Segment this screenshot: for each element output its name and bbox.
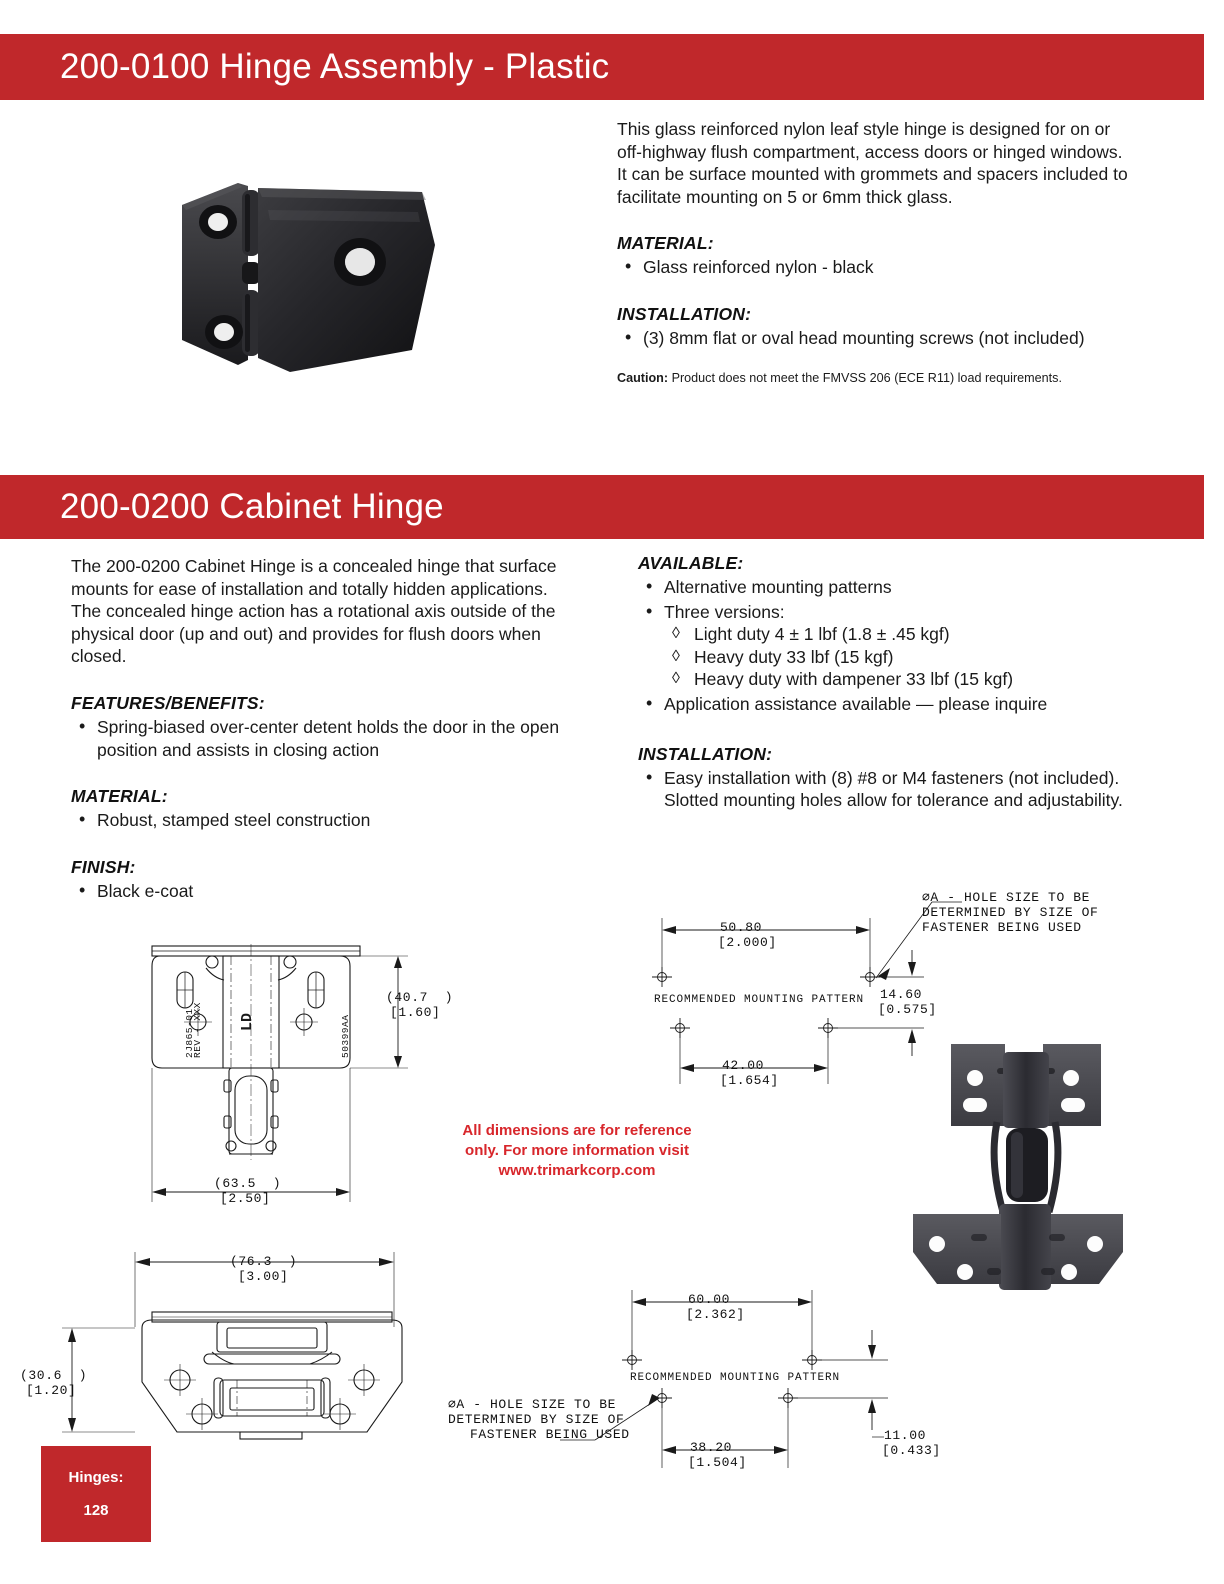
drawing-side-view bbox=[22, 1232, 442, 1452]
pattern-bottom-dim-a-mm: 60.00 bbox=[688, 1292, 731, 1307]
pattern-bottom-dim-c-mm: 11.00 bbox=[884, 1428, 927, 1443]
part-label-right: 50399AA bbox=[340, 1014, 351, 1058]
material-list bbox=[71, 809, 576, 832]
reference-note-line-2: only. For more information visit bbox=[465, 1142, 689, 1159]
list-item: • (3) 8mm flat or oval head mounting screws (not included) bbox=[617, 327, 1129, 350]
available-versions-list bbox=[638, 623, 1138, 691]
plastic-leaf-hinge-photo bbox=[150, 150, 460, 400]
drawing-mounting-pattern-bottom bbox=[440, 1272, 1020, 1472]
list-item: ◊ Light duty 4 ± 1 lbf (1.8 ± .45 kgf) bbox=[638, 623, 1138, 646]
reference-note bbox=[412, 1121, 742, 1181]
installation-heading: INSTALLATION: bbox=[617, 303, 752, 324]
drawing-front-view bbox=[140, 930, 454, 1220]
front-view-width-mm: (63.5 ) bbox=[214, 1176, 282, 1191]
features-list bbox=[71, 716, 576, 761]
section-header-200-0200 bbox=[0, 475, 1204, 539]
available-list bbox=[638, 576, 1138, 623]
pattern-top-dim-c-in: [0.575] bbox=[878, 1002, 937, 1017]
side-view-width-in: [3.00] bbox=[238, 1269, 289, 1284]
installation-heading: INSTALLATION: bbox=[638, 743, 773, 764]
pattern-top-caption: RECOMMENDED MOUNTING PATTERN bbox=[654, 994, 865, 1006]
installation-list bbox=[638, 767, 1138, 812]
side-view-height-in: [1.20] bbox=[26, 1383, 77, 1398]
list-item: • Alternative mounting patterns bbox=[638, 576, 1138, 599]
section-2-right-column bbox=[638, 553, 1138, 812]
list-item: • Glass reinforced nylon - black bbox=[617, 256, 1129, 279]
front-view-width-in: [2.50] bbox=[220, 1191, 271, 1206]
caution-text: Product does not meet the FMVSS 206 (ECE R11) load requirements. bbox=[668, 370, 1062, 385]
hole-note-line-3: FASTENER BEING USED bbox=[922, 920, 1082, 935]
hole-note-line-2: DETERMINED BY SIZE OF bbox=[922, 905, 1099, 920]
pattern-top-dim-a-in: [2.000] bbox=[718, 935, 777, 950]
hole-note-line-2: DETERMINED BY SIZE OF bbox=[448, 1412, 625, 1427]
caution-label: Caution: bbox=[617, 370, 669, 385]
list-item: ◊ Heavy duty with dampener 33 lbf (15 kgf) bbox=[638, 668, 1138, 691]
footer-page-number: 128 bbox=[83, 1502, 109, 1519]
footer-page-badge bbox=[41, 1446, 151, 1542]
list-item: • Spring-biased over-center detent holds the door in the open position and assists in closing action bbox=[71, 716, 576, 761]
list-item: • Easy installation with (8) #8 or M4 fasteners (not included). Slotted mounting holes allow for tolerance and adjustability. bbox=[638, 767, 1138, 812]
reference-note-website: www.trimarkcorp.com bbox=[498, 1162, 656, 1179]
list-item: • Application assistance available — please inquire bbox=[638, 693, 1138, 716]
front-view-height-in: [1.60] bbox=[390, 1005, 441, 1020]
section-1-description: This glass reinforced nylon leaf style hinge is designed for on or off-highway flush compartment, access doors or hinged windows. It can be surface mounted with grommets and spacers included to facilitate mounting on 5 or 6mm thick glass. bbox=[617, 119, 1128, 207]
section-title: 200-0100 Hinge Assembly - Plastic bbox=[60, 47, 610, 86]
finish-heading: FINISH: bbox=[71, 856, 136, 877]
list-item: • Black e-coat bbox=[71, 880, 576, 903]
pattern-bottom-dim-b-in: [1.504] bbox=[688, 1455, 747, 1470]
hole-note-line-3: FASTENER BEING USED bbox=[470, 1427, 630, 1442]
section-2-left-column bbox=[71, 555, 576, 902]
hole-note-line-1: ⌀A - HOLE SIZE TO BE bbox=[922, 890, 1091, 905]
list-item: • Three versions: bbox=[638, 601, 1138, 624]
section-header-200-0100 bbox=[0, 34, 1204, 100]
pattern-bottom-dim-b-mm: 38.20 bbox=[690, 1440, 733, 1455]
list-item: • Robust, stamped steel construction bbox=[71, 809, 576, 832]
section-2-description: The 200-0200 Cabinet Hinge is a concealed hinge that surface mounts for ease of installation and totally hidden applications. The concealed hinge action has a rotational axis outside of the physical door (up and out) and provides for flush doors when closed. bbox=[71, 556, 557, 667]
material-heading: MATERIAL: bbox=[71, 786, 168, 807]
material-heading: MATERIAL: bbox=[617, 233, 714, 254]
side-view-width-mm: (76.3 ) bbox=[230, 1254, 298, 1269]
section-1-text-column bbox=[617, 118, 1129, 386]
installation-list bbox=[617, 327, 1129, 350]
pattern-top-dim-c-mm: 14.60 bbox=[880, 987, 923, 1002]
available-list-tail bbox=[638, 693, 1138, 716]
pattern-bottom-dim-a-in: [2.362] bbox=[686, 1307, 745, 1322]
steel-cabinet-hinge-photo bbox=[893, 1022, 1143, 1312]
part-label-left-rev: REV - XXX bbox=[192, 1002, 203, 1058]
pattern-bottom-dim-c-in: [0.433] bbox=[882, 1443, 941, 1458]
front-view-height-mm: (40.7 ) bbox=[386, 990, 454, 1005]
available-heading: AVAILABLE: bbox=[638, 553, 744, 573]
pattern-top-dim-b-in: [1.654] bbox=[720, 1073, 779, 1088]
hole-note-line-1: ⌀A - HOLE SIZE TO BE bbox=[448, 1397, 617, 1412]
material-list bbox=[617, 256, 1129, 279]
reference-note-line-1: All dimensions are for reference bbox=[462, 1122, 692, 1139]
section-title: 200-0200 Cabinet Hinge bbox=[60, 487, 444, 526]
finish-list bbox=[71, 880, 576, 903]
pattern-top-dim-a-mm: 50.80 bbox=[720, 920, 763, 935]
svg-text:LD: LD bbox=[239, 1012, 256, 1032]
list-item: ◊ Heavy duty 33 lbf (15 kgf) bbox=[638, 646, 1138, 669]
footer-category: Hinges: bbox=[68, 1469, 124, 1486]
pattern-top-dim-b-mm: 42.00 bbox=[722, 1058, 765, 1073]
pattern-bottom-caption: RECOMMENDED MOUNTING PATTERN bbox=[630, 1372, 841, 1384]
part-label-left: 2J865-01 bbox=[184, 1008, 195, 1058]
caution-note bbox=[617, 370, 1129, 386]
features-heading: FEATURES/BENEFITS: bbox=[71, 692, 265, 713]
side-view-height-mm: (30.6 ) bbox=[20, 1368, 88, 1383]
